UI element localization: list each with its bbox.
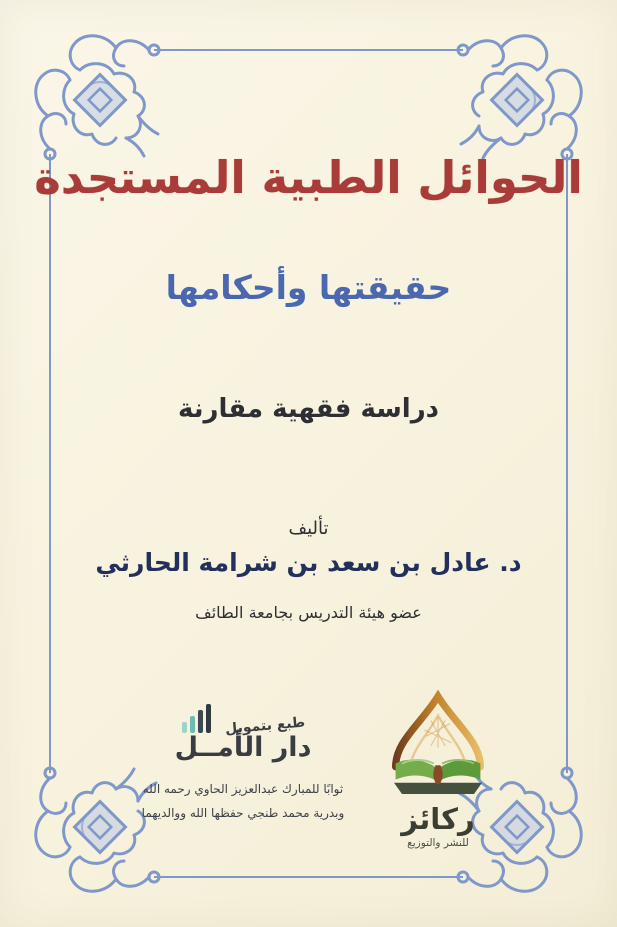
study-type: دراسة فقهية مقارنة [177,394,439,424]
frame-line-left [49,154,51,773]
author-affiliation: عضو هيئة التدريس بجامعة الطائف [195,603,422,622]
dedication-text [118,777,368,825]
dedication-line-1: ثوابًا للمبارك عبدالعزيز الحاوي رحمه الله [142,782,344,796]
publisher-tagline: للنشر والتوزيع [407,837,469,849]
publisher-block [366,690,510,849]
author-name: د. عادل بن سعد بن شرامة الحارثي [95,548,522,577]
printed-with-funding-label: طبع بتمويل [224,714,306,738]
rising-bars-icon [181,702,217,734]
dedication-line-2: وبدرية محمد طنجي حفظها الله ووالديهما [141,806,345,820]
byline-label: تأليف [288,518,329,539]
funder-logo-row [118,702,368,738]
corner-ornament-icon [26,26,166,166]
frame-line-right [566,154,568,773]
funder-name: دار الأمــل [174,732,312,763]
funder-block [118,702,368,825]
dome-arch-open-book-logo-icon [372,690,504,802]
corner-ornament-icon [451,26,591,166]
book-subtitle: حقيقتها وأحكامها [165,268,452,307]
book-title: الحوائل الطبية المستجدة [34,151,583,204]
publisher-name: ركائز [401,802,475,836]
frame-line-bottom [154,876,463,878]
frame-line-top [154,49,463,51]
